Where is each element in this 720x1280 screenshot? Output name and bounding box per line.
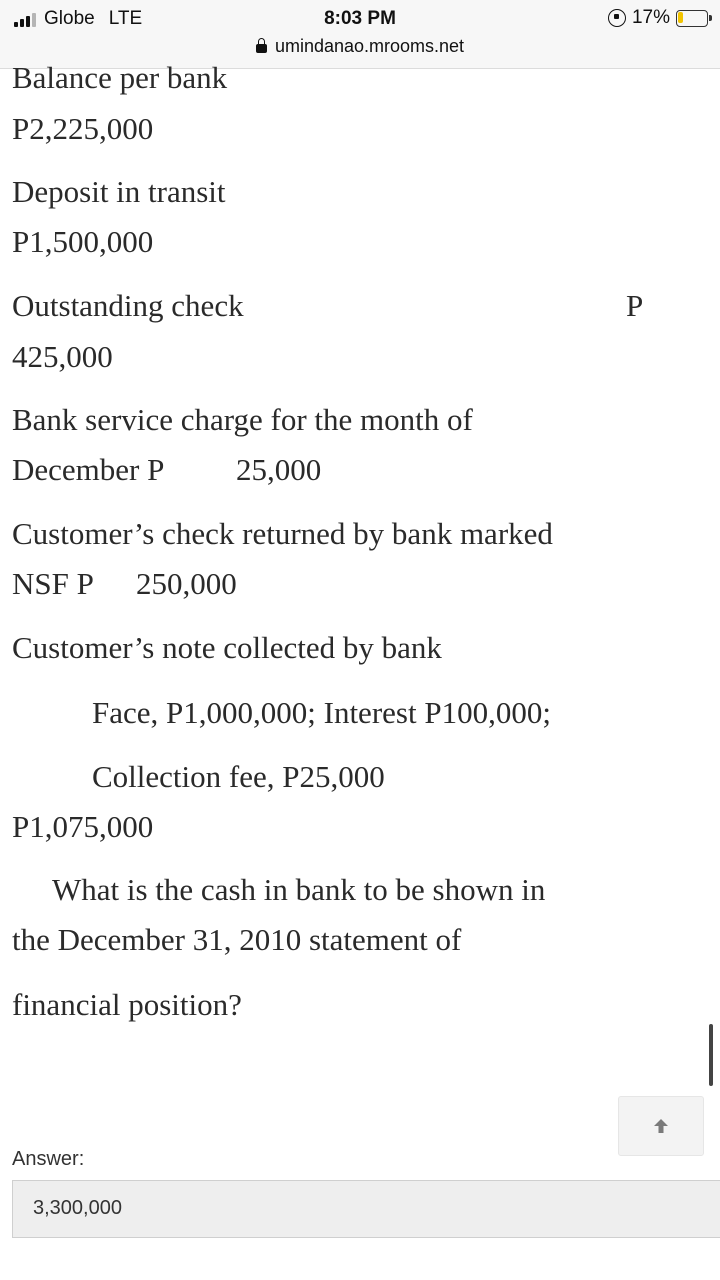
service-charge-line1: Bank service charge for the month of <box>12 402 473 437</box>
arrow-up-icon <box>651 1116 671 1136</box>
balance-value: P2,225,000 <box>12 111 154 146</box>
network-type: LTE <box>108 8 143 29</box>
outstanding-currency: P <box>626 288 644 323</box>
prompt-line1: What is the cash in bank to be shown in <box>52 872 546 907</box>
nsf-line1: Customer’s check returned by bank marked <box>12 516 553 551</box>
note-label: Customer’s note collected by bank <box>12 630 442 665</box>
service-charge-value: 25,000 <box>236 452 322 487</box>
answer-input[interactable] <box>12 1180 720 1238</box>
url-text: umindanao.mrooms.net <box>274 36 465 56</box>
outstanding-value: 425,000 <box>12 339 113 374</box>
balance-label: Balance per bank <box>12 60 228 95</box>
battery-percent: 17% <box>631 7 670 28</box>
clock: 8:03 PM <box>324 8 396 29</box>
nsf-line2: NSF P <box>12 566 94 601</box>
deposit-label: Deposit in transit <box>12 174 226 209</box>
rotation-lock-icon <box>608 9 626 27</box>
padlock-icon <box>256 44 267 53</box>
deposit-value: P1,500,000 <box>12 224 154 259</box>
carrier-name: Globe <box>44 8 95 29</box>
note-detail1: Face, P1,000,000; Interest P100,000; <box>92 695 551 730</box>
service-charge-line2: December P <box>12 452 165 487</box>
scrollbar[interactable] <box>709 1024 713 1086</box>
address-bar[interactable] <box>0 36 720 57</box>
prompt-line3: financial position? <box>12 987 242 1022</box>
outstanding-label: Outstanding check <box>12 288 244 323</box>
prompt-line2: the December 31, 2010 statement of <box>12 922 462 957</box>
answer-value: 3,300,000 <box>33 1197 122 1219</box>
answer-label: Answer: <box>12 1148 85 1170</box>
battery-icon <box>676 10 708 27</box>
note-detail2: Collection fee, P25,000 <box>92 759 385 794</box>
back-to-top-button[interactable] <box>618 1096 704 1156</box>
nsf-value: 250,000 <box>136 566 237 601</box>
note-value: P1,075,000 <box>12 809 154 844</box>
battery-info <box>608 7 708 29</box>
